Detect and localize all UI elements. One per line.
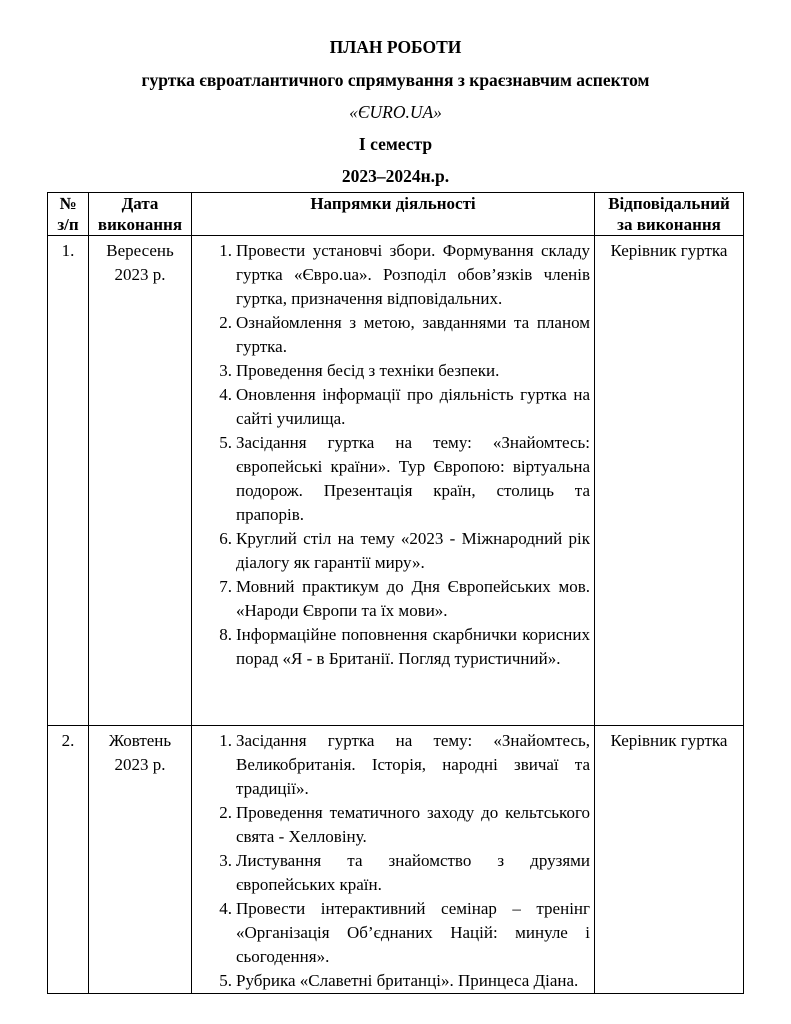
activity-text: Мовний практикум до Дня Європейських мов. «Народи Європи та їх мови». <box>236 577 590 620</box>
activity-number: 4. <box>219 899 232 918</box>
activity-item <box>216 431 590 527</box>
activity-item <box>216 623 590 671</box>
header-activities-label: Напрямки діяльності <box>310 194 476 213</box>
header-responsible <box>595 193 744 236</box>
header-responsible-line2: за виконання <box>617 215 721 234</box>
activity-item <box>216 239 590 311</box>
document-title: ПЛАН РОБОТИ <box>329 37 462 57</box>
header-date-line1: Дата <box>121 194 159 213</box>
activity-list <box>192 239 594 671</box>
activity-item <box>216 575 590 623</box>
activity-item <box>216 849 590 897</box>
activity-number: 7. <box>219 577 232 596</box>
activity-text: Проведення тематичного заходу до кельтського свята - Хелловіну. <box>236 803 590 846</box>
row-date-year: 2023 р. <box>114 265 166 284</box>
activity-list <box>192 729 594 993</box>
activity-text: Оновлення інформації про діяльність гуртка на сайті училища. <box>236 385 590 428</box>
row-responsible: Керівник гуртка <box>595 726 744 994</box>
activity-number: 2. <box>219 803 232 822</box>
activity-text: Проведення бесід з техніки безпеки. <box>236 361 500 380</box>
row-date <box>89 726 192 994</box>
activity-number: 5. <box>219 971 232 990</box>
header-activities <box>192 193 595 236</box>
activity-text: Ознайомлення з метою, завданнями та планом гуртка. <box>236 313 590 356</box>
activity-item <box>216 729 590 801</box>
activity-number: 2. <box>219 313 232 332</box>
header-date-line2: виконання <box>97 215 183 234</box>
semester-label: I семестр <box>358 134 433 154</box>
activity-text: Засідання гуртка на тему: «Знайомтесь, Великобританія. Історія, народні звичаї та традиції». <box>236 731 590 798</box>
activity-text: Засідання гуртка на тему: «Знайомтесь: європейські країни». Тур Європою: віртуальна подорож. Презентація країн, столиць та прапорів. <box>236 433 590 524</box>
activity-number: 1. <box>219 241 232 260</box>
header-number <box>48 193 89 236</box>
row-date-month: Жовтень <box>108 731 172 750</box>
row-date-month: Вересень <box>106 241 174 260</box>
row-date <box>89 236 192 726</box>
activity-number: 8. <box>219 625 232 644</box>
club-name: «ЄURO.UA» <box>349 102 442 122</box>
row-activities <box>192 726 595 994</box>
activity-text: Рубрика «Славетні британці». Принцеса Діана. <box>236 971 579 990</box>
activity-text: Круглий стіл на тему «2023 - Міжнародний рік діалогу як гарантії миру». <box>236 529 590 572</box>
activity-item <box>216 311 590 359</box>
activity-item <box>216 897 590 969</box>
row-number: 2. <box>48 726 89 994</box>
activity-text: Провести інтерактивний семінар – тренінг «Організація Об’єднаних Націй: минуле і сьогодення». <box>236 899 590 966</box>
activity-item <box>216 359 590 383</box>
activity-text: Листування та знайомство з друзями європейських країн. <box>236 851 590 894</box>
row-responsible: Керівник гуртка <box>595 236 744 726</box>
header-number-line2: з/п <box>57 215 79 234</box>
activity-number: 6. <box>219 529 232 548</box>
table-row <box>48 236 744 726</box>
header-number-line1: № <box>59 194 77 213</box>
activity-number: 3. <box>219 361 232 380</box>
activity-text: Інформаційне поповнення скарбнички корисних порад «Я - в Британії. Погляд туристичний». <box>236 625 590 668</box>
row-number: 1. <box>48 236 89 726</box>
activity-item <box>216 383 590 431</box>
activity-text: Провести установчі збори. Формування складу гуртка «Євро.ua». Розподіл обов’язків членів гуртка, призначення відповідальних. <box>236 241 590 308</box>
activity-number: 5. <box>219 433 232 452</box>
activity-number: 4. <box>219 385 232 404</box>
activity-item <box>216 527 590 575</box>
row-date-year: 2023 р. <box>114 755 166 774</box>
activity-number: 3. <box>219 851 232 870</box>
table-row <box>48 726 744 994</box>
header-responsible-line1: Відповідальний <box>608 194 730 213</box>
document-subtitle: гуртка євроатлантичного спрямування з краєзнавчим аспектом <box>141 70 650 90</box>
row-activities <box>192 236 595 726</box>
work-plan-table <box>47 192 744 994</box>
activity-number: 1. <box>219 731 232 750</box>
table-header-row <box>48 193 744 236</box>
activity-item <box>216 801 590 849</box>
academic-year: 2023–2024н.р. <box>341 166 450 186</box>
header-date <box>89 193 192 236</box>
activity-item <box>216 969 590 993</box>
